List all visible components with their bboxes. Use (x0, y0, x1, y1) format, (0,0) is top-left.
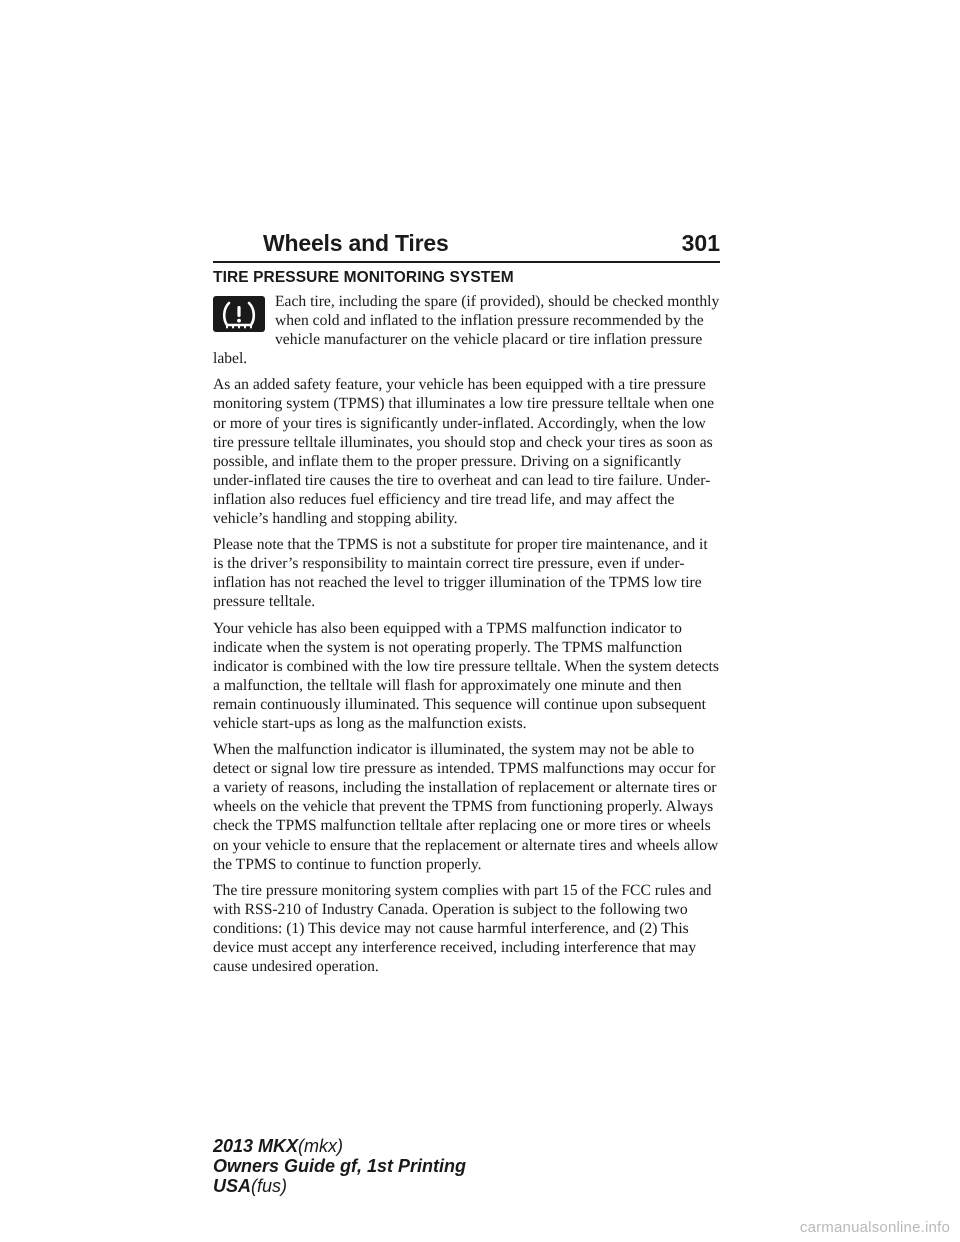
footer-line-model (213, 1136, 466, 1156)
paragraph-1 (213, 292, 721, 368)
footer-market: USA (213, 1176, 252, 1196)
paragraph-6: The tire pressure monitoring system complies with part 15 of the FCC rules and with RSS-210 of Industry Canada. Operation is subject to the following two conditions: (1) This device may not cause harmful interference, and (2) This device must accept any interference received, including interference that may cause undesired operation. (213, 881, 712, 976)
icon-spacer (213, 292, 275, 349)
section-title: Wheels and Tires (263, 230, 449, 256)
footer-guide: Owners Guide gf, 1st Printing (213, 1156, 467, 1176)
footer-line-market (213, 1176, 466, 1196)
footer-line-guide (213, 1156, 466, 1176)
footer-market-code: (fus) (251, 1176, 288, 1196)
page-number: 301 (681, 230, 720, 256)
paragraph-4: Your vehicle has also been equipped with a TPMS malfunction indicator to indicate when the system is not operating properly. The TPMS malfunction indicator is combined with the low tire pressure telltale. When the system detects a malfunction, the telltale will flash for approximately one minute and then remain continuously illuminated. This sequence will continue upon subsequent vehicle start-ups as long as the malfunction exists. (213, 619, 719, 732)
paragraph-3: Please note that the TPMS is not a substitute for proper tire maintenance, and it is the driver’s responsibility to maintain correct tire pressure, even if under-inflation has not reached the level to trigger illumination of the TPMS low tire pressure telltale. (213, 536, 708, 611)
paragraph-5: When the malfunction indicator is illuminated, the system may not be able to detect or signal low tire pressure as intended. TPMS malfunctions may occur for a variety of reasons, including the installation of replacement or alternate tires or wheels on the vehicle that prevent the TPMS from functioning properly. Always check the TPMS malfunction telltale after replacing one or more tires or wheels on your vehicle to ensure that the replacement or alternate tires and wheels allow the TPMS to continue to function properly. (213, 741, 719, 873)
footer-model: 2013 MKX (213, 1136, 299, 1156)
section-heading: TIRE PRESSURE MONITORING SYSTEM (213, 269, 514, 286)
paragraph-1-text: Each tire, including the spare (if provided), should be checked monthly when cold and inflated to the inflation pressure recommended by the vehicle manufacturer on the vehicle placard or tire inflation pressure label. (213, 293, 720, 368)
paragraph-2: As an added safety feature, your vehicle has been equipped with a tire pressure monitoring system (TPMS) that illuminates a low tire pressure telltale when one or more of your tires is significantly under-inflated. Accordingly, when the low tire pressure telltale illuminates, you should stop and check your tires as soon as possible, and inflate them to the proper pressure. Driving on a significantly under-inflated tire causes the tire to overheat and can lead to tire failure. Under-inflation also reduces fuel efficiency and tire tread life, and may affect the vehicle’s handling and stopping ability. (213, 376, 715, 528)
footer-model-code: (mkx) (298, 1136, 344, 1156)
print-footer (213, 1136, 466, 1196)
body-text (213, 292, 721, 983)
watermark: carmanualsonline.info (799, 1219, 950, 1236)
page-header (213, 225, 720, 263)
